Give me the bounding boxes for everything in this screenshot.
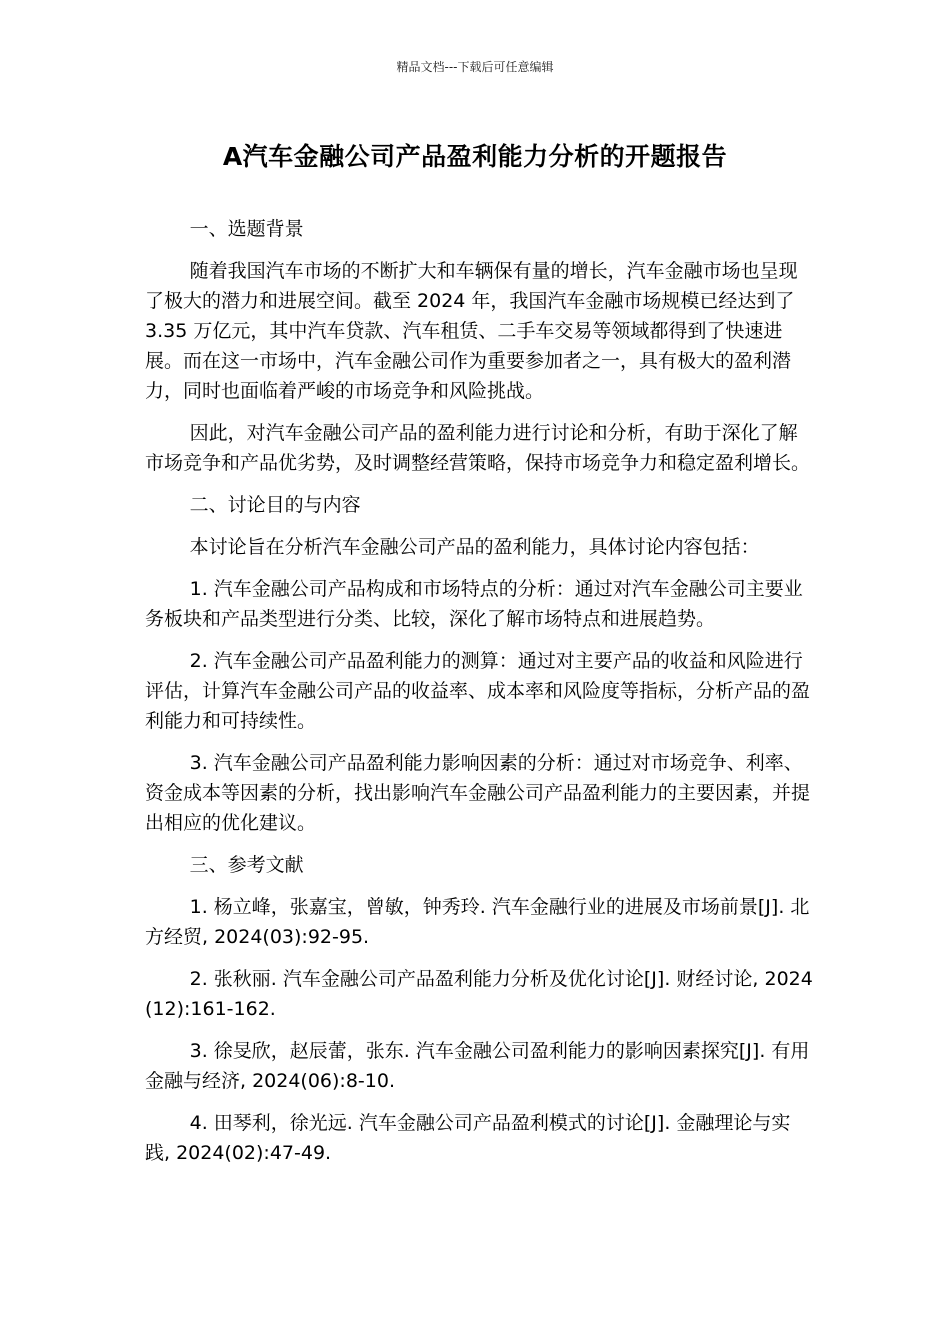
section-heading-background: 一、选题背景 xyxy=(189,218,304,240)
document-body xyxy=(145,214,813,1180)
paragraph-background: 随着我国汽车市场的不断扩大和车辆保有量的增长，汽车金融市场也呈现了极大的潜力和进展空间。截至 2024 年，我国汽车金融市场规模已经达到了 3.35 万亿元，其中汽车贷款、汽车租赁、二手车交易等领域都得到了快速进展。而在这一市场中，汽车金融公司作为重要参加者之一，具有极大的盈利潜力，同时也面临着严峻的市场竞争和风险挑战。 xyxy=(145,260,798,402)
reference-item-1: 1. 杨立峰，张嘉宝，曾敏，钟秀玲. 汽车金融行业的进展及市场前景[J]. 北方经贸, 2024(03):92-95. xyxy=(145,896,810,948)
list-item-content-1: 1. 汽车金融公司产品构成和市场特点的分析：通过对汽车金融公司主要业务板块和产品类型进行分类、比较，深化了解市场特点和进展趋势。 xyxy=(145,578,803,630)
reference-item-2: 2. 张秋丽. 汽车金融公司产品盈利能力分析及优化讨论[J]. 财经讨论, 2024(12):161-162. xyxy=(145,968,813,1020)
paragraph-objectives-intro: 本讨论旨在分析汽车金融公司产品的盈利能力，具体讨论内容包括： xyxy=(189,536,760,558)
section-heading-references: 三、参考文献 xyxy=(189,854,304,876)
list-item-content-3: 3. 汽车金融公司产品盈利能力影响因素的分析：通过对市场竞争、利率、资金成本等因素的分析，找出影响汽车金融公司产品盈利能力的主要因素，并提出相应的优化建议。 xyxy=(145,752,811,834)
header-note: 精品文档---下载后可任意编辑 xyxy=(396,60,554,74)
reference-item-4: 4. 田琴利，徐光远. 汽车金融公司产品盈利模式的讨论[J]. 金融理论与实践, 2024(02):47-49. xyxy=(145,1112,791,1164)
page-title: A汽车金融公司产品盈利能力分析的开题报告 xyxy=(222,142,728,171)
paragraph-significance: 因此，对汽车金融公司产品的盈利能力进行讨论和分析，有助于深化了解市场竞争和产品优劣势，及时调整经营策略，保持市场竞争力和稳定盈利增长。 xyxy=(145,422,811,474)
section-heading-objectives: 二、讨论目的与内容 xyxy=(189,494,361,516)
list-item-content-2: 2. 汽车金融公司产品盈利能力的测算：通过对主要产品的收益和风险进行评估，计算汽车金融公司产品的收益率、成本率和风险度等指标，分析产品的盈利能力和可持续性。 xyxy=(145,650,811,732)
reference-item-3: 3. 徐旻欣，赵辰蕾，张东. 汽车金融公司盈利能力的影响因素探究[J]. 有用金融与经济, 2024(06):8-10. xyxy=(145,1040,810,1092)
